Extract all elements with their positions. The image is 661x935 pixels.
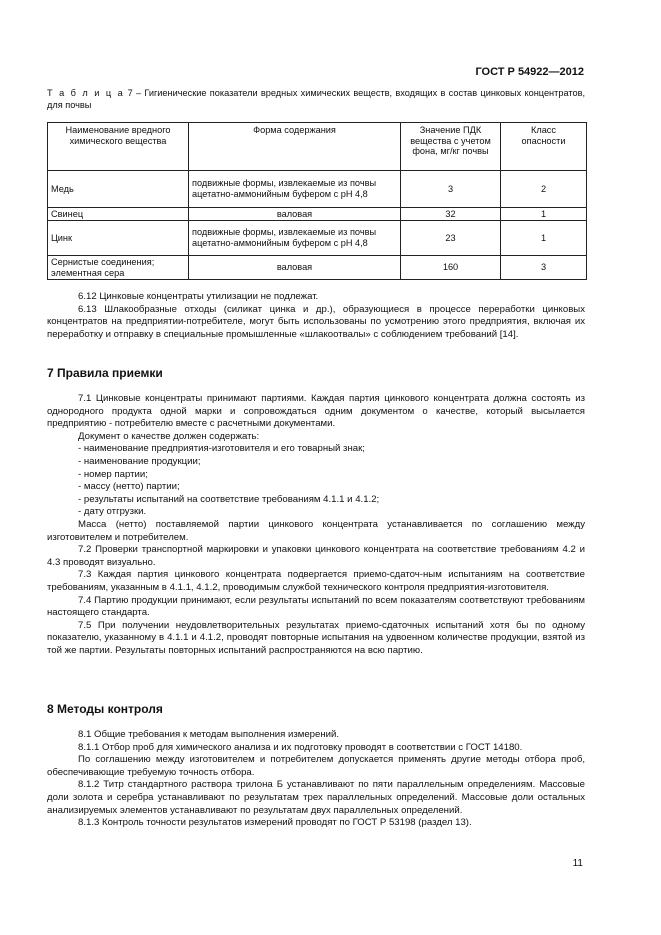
header-class: Класс опасности xyxy=(501,123,587,171)
cell-pdk: 3 xyxy=(401,171,501,208)
cell-pdk: 23 xyxy=(401,221,501,256)
list-item: - наименование продукции; xyxy=(78,455,201,467)
section-8 xyxy=(47,703,585,716)
paragraph-8-1: 8.1 Общие требования к методам выполнения измерений. xyxy=(78,729,340,740)
table-row xyxy=(48,208,587,221)
standard-header: ГОСТ Р 54922—2012 xyxy=(475,66,584,78)
cell-substance: Медь xyxy=(48,171,189,208)
list-item: - наименование предприятия-изготовителя и его товарный знак; xyxy=(78,443,365,455)
paragraph-7-5: 7.5 При получении неудовлетворительных результатах приемо-сдаточных испытаний хотя бы по одному показателю, указанному в 4.1.1 и 4.1.2, проводят повторные испытания на удвоенном количестве продукции, взятой из той же партии. Результаты повторных испытаний распространяются на всю партию. xyxy=(47,619,585,656)
cell-class: 3 xyxy=(501,256,587,280)
table-caption-label: Т а б л и ц а xyxy=(47,88,125,98)
paragraph-7-2: 7.2 Проверки транспортной маркировки и упаковки цинкового концентрата на соответствие требованиям 4.2 и 4.3 проводят визуально. xyxy=(47,544,585,568)
list-item: - результаты испытаний на соответствие требованиям 4.1.1 и 4.1.2; xyxy=(78,493,380,505)
header-pdk: Значение ПДК вещества с учетом фона, мг/кг почвы xyxy=(401,123,501,171)
paragraph-8-1-3: 8.1.3 Контроль точности результатов измерений проводят по ГОСТ Р 53198 (раздел 13). xyxy=(78,817,472,829)
page-number: 11 xyxy=(572,858,583,869)
section-8-title: 8 Методы контроля xyxy=(47,702,163,716)
table-caption-text: 7 – Гигиенические показатели вредных химических веществ, входящих в состав цинковых концентратов, для почвы xyxy=(47,88,586,110)
cell-class: 1 xyxy=(501,208,587,221)
table-row xyxy=(48,256,587,280)
table-row xyxy=(48,171,587,208)
cell-substance: Цинк xyxy=(48,221,189,256)
cell-form: подвижные формы, извлекаемые из почвы ацетатно-аммонийным буфером с рН 4,8 xyxy=(189,171,401,208)
cell-class: 2 xyxy=(501,171,587,208)
section-7-title: 7 Правила приемки xyxy=(47,366,163,380)
header-substance: Наименование вредного химического вещества xyxy=(48,123,189,171)
cell-pdk: 32 xyxy=(401,208,501,221)
cell-form: подвижные формы, извлекаемые из почвы ацетатно-аммонийным буфером с рН 4,8 xyxy=(189,221,401,256)
cell-substance: Сернистые соединения; элементная сера xyxy=(48,256,189,280)
section-7 xyxy=(47,367,585,380)
table-row xyxy=(48,221,587,256)
paragraph-6-12: 6.12 Цинковые концентраты утилизации не подлежат. xyxy=(78,291,319,302)
cell-class: 1 xyxy=(501,221,587,256)
paragraph-8-1-2: 8.1.2 Титр стандартного раствора трилона Б устанавливают по пяти параллельным определениям. Массовые доли золота и серебра устанавливают по результатам трех параллельных определений. Массовые доли остальных анализируемых элементов устанавливают по результатам двух параллельных определений. xyxy=(47,779,585,816)
cell-pdk: 160 xyxy=(401,256,501,280)
paragraph-mass: Масса (нетто) поставляемой партии цинкового концентрата устанавливается по соглашению между изготовителем и потребителем. xyxy=(47,518,585,543)
list-item: - массу (нетто) партии; xyxy=(78,481,180,493)
header-form: Форма содержания xyxy=(189,123,401,171)
table-caption xyxy=(47,88,585,111)
paragraph-8-1-1b: По соглашению между изготовителем и потребителем допускается применять другие методы отбора проб, обеспечивающие требуемую точность отбора. xyxy=(47,754,585,778)
cell-form: валовая xyxy=(189,208,401,221)
paragraph-7-3: 7.3 Каждая партия цинкового концентрата подвергается приемо-сдаточ-ным испытаниям на соответствие требованиям, указанным в 4.1.1, 4.1.2, проводимым службой технического контроля предприятия-изготовителя. xyxy=(47,569,585,593)
paragraph-8-1-1: 8.1.1 Отбор проб для химического анализа и их подготовку проводят в соответствии с ГОСТ 14180. xyxy=(78,741,523,753)
table-header-row xyxy=(48,123,587,171)
document-intro: Документ о качестве должен содержать: xyxy=(78,430,260,442)
cell-substance: Свинец xyxy=(48,208,189,221)
section-8-text xyxy=(47,729,585,830)
cell-form: валовая xyxy=(189,256,401,280)
section-7-text xyxy=(47,393,585,657)
section-6-text xyxy=(47,291,585,341)
paragraph-7-4: 7.4 Партию продукции принимают, если результаты испытаний по всем показателям соответствуют требованиям настоящего стандарта. xyxy=(47,594,585,619)
hygiene-table xyxy=(47,122,587,280)
paragraph-7-1: 7.1 Цинковые концентраты принимают партиями. Каждая партия цинкового концентрата должна состоять из однородного продукта одной марки и сопровождаться одним документом о качестве, который высылается предприятию - потребителю вместе с расчетными документами. xyxy=(47,393,585,430)
paragraph-6-13: 6.13 Шлакообразные отходы (силикат цинка и др.), образующиеся в процессе переработки цинковых концентратов на предприятии-потребителе, могут быть использованы по усмотрению этого предприятия, включая их переработку и отправку в специальные промышленные «шлакоотвалы» с соблюдением требований [14]. xyxy=(47,303,585,340)
list-item: - дату отгрузки. xyxy=(78,506,147,518)
list-item: - номер партии; xyxy=(78,468,148,480)
